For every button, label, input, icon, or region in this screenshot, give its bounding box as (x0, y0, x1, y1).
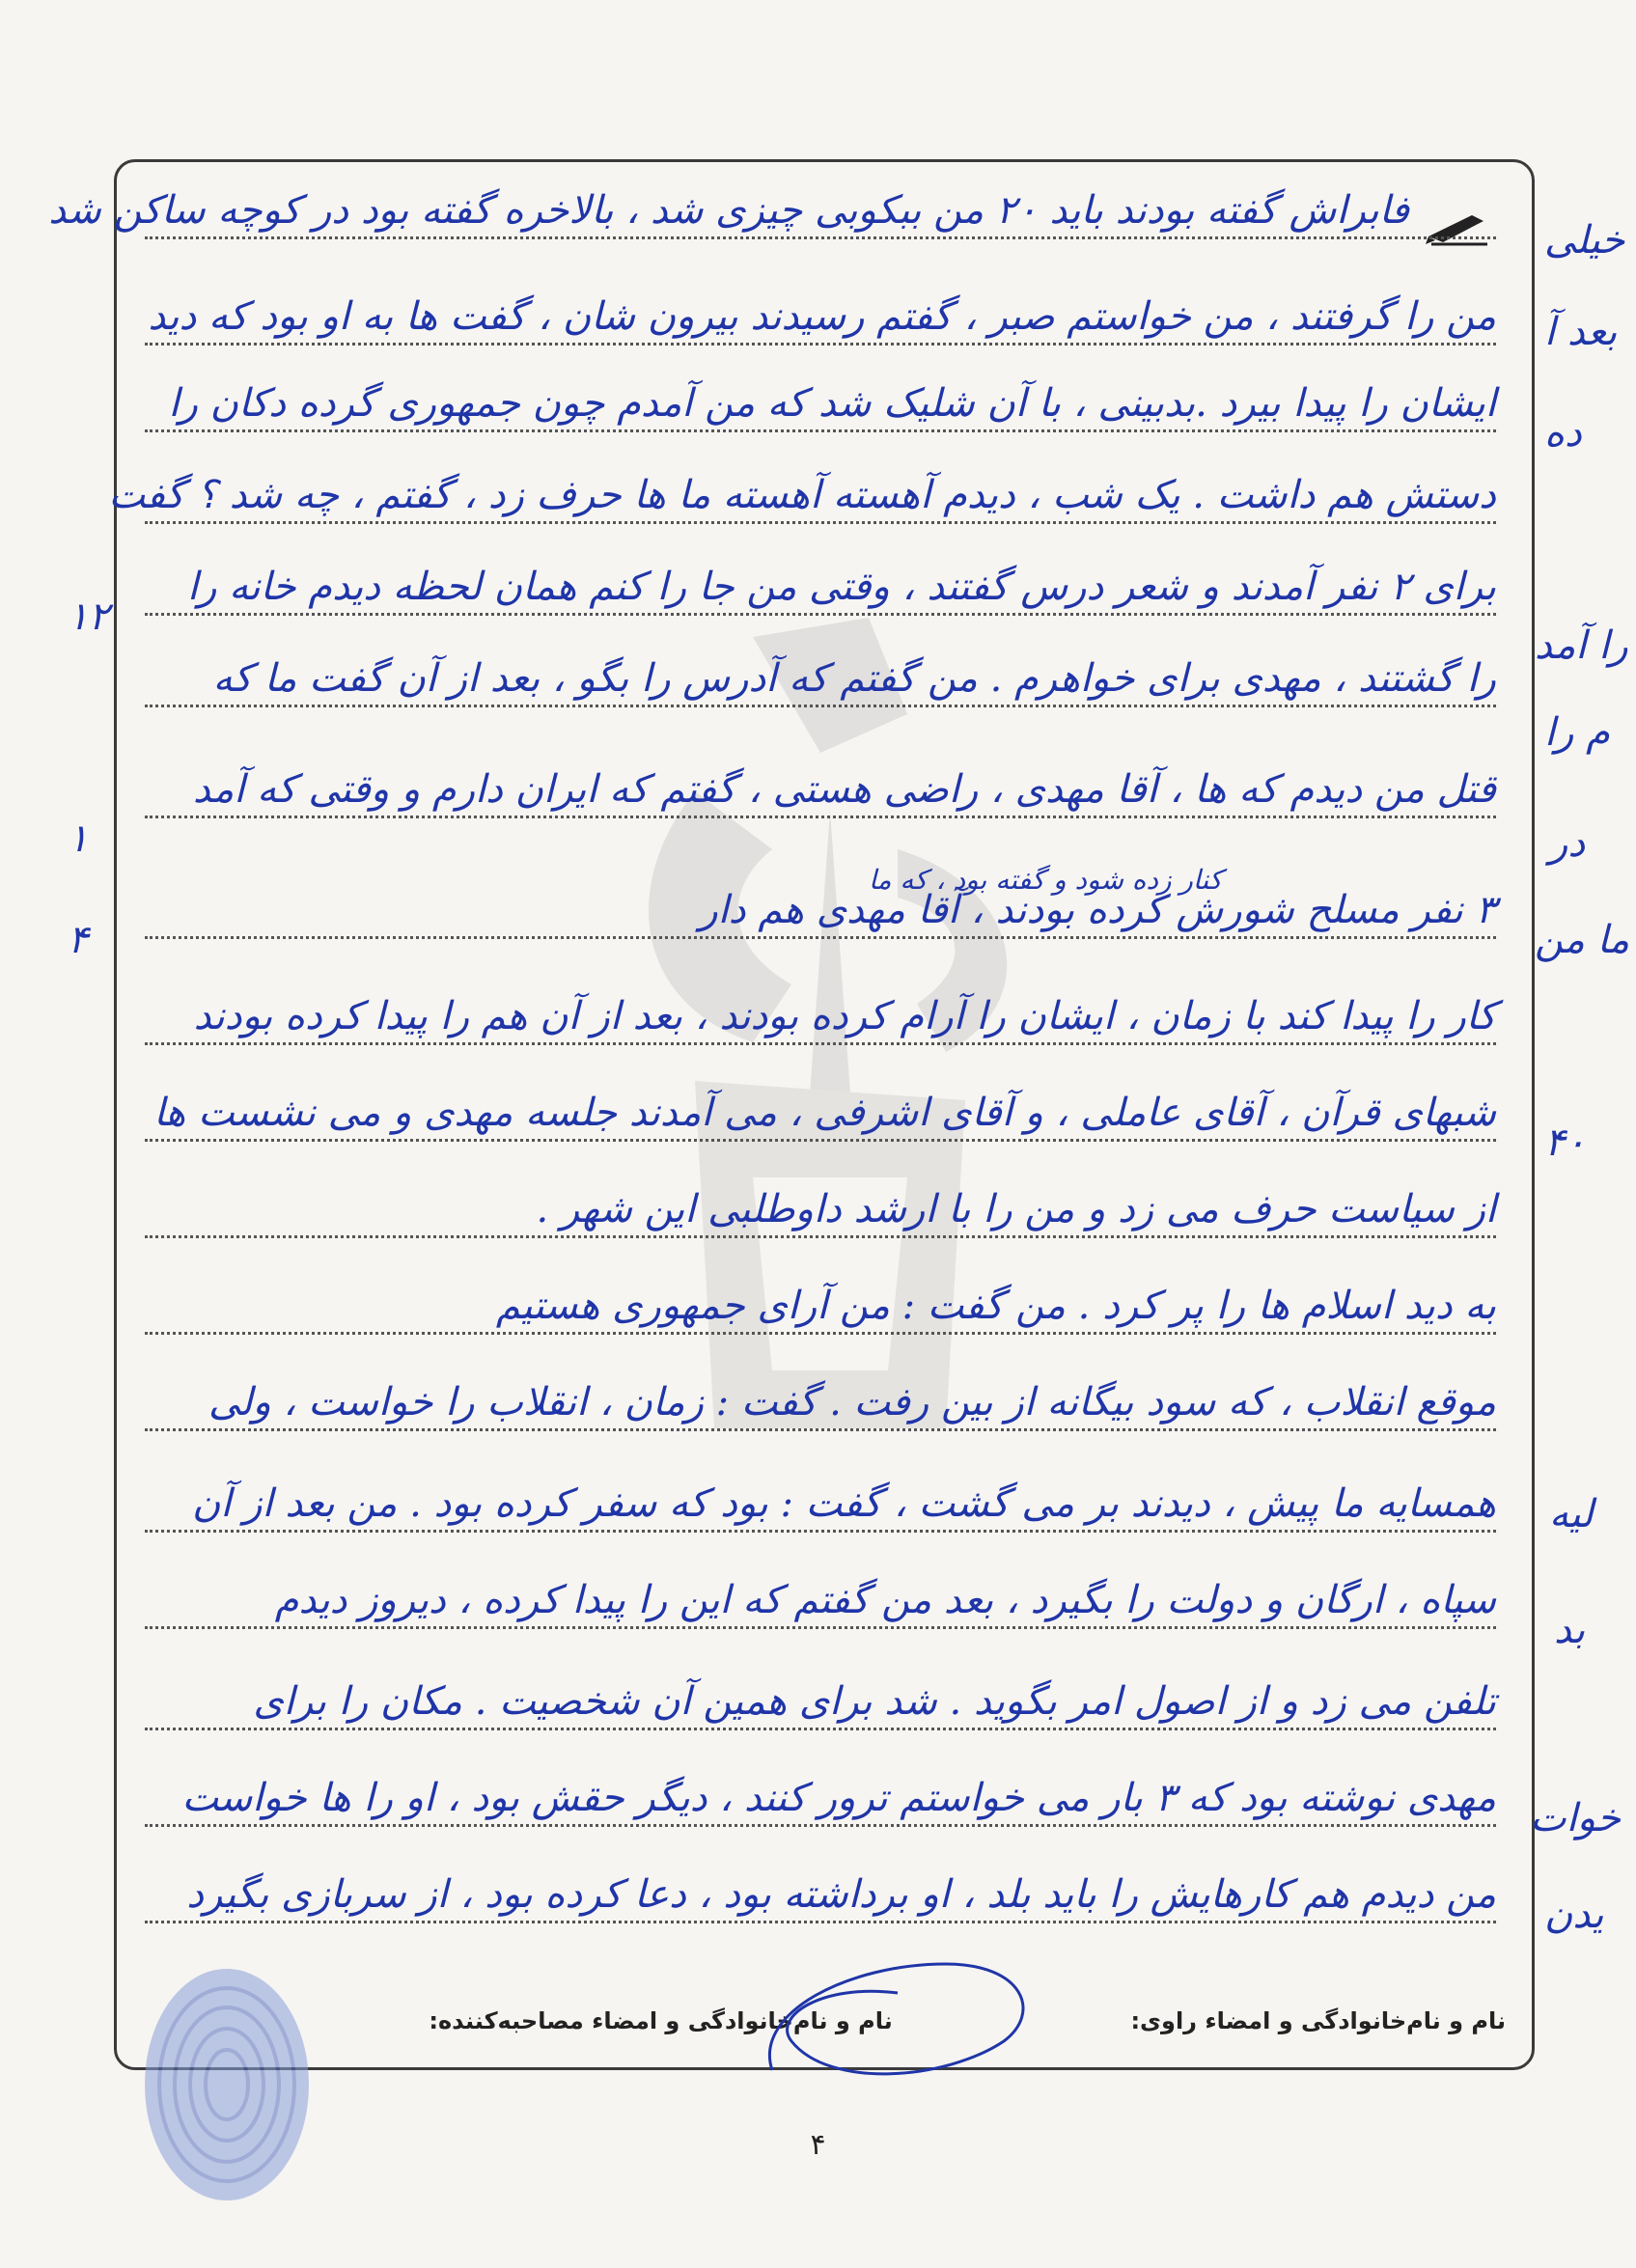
handwritten-line: فابراش گفته بودند باید ۲۰ من ببکوبی چیزی شد ، بالاخره گفته بود در کوچه ساکن شد (145, 183, 1496, 245)
handwritten-line: مهدی نوشته بود که ۳ بار می خواستم ترور کنند ، دیگر حقش بود ، او را ها خواست (145, 1771, 1496, 1833)
margin-note: بد (1554, 1608, 1586, 1652)
handwritten-line: از سیاست حرف می زد و من را با ارشد داوطلبی این شهر . (145, 1182, 1496, 1244)
margin-note: م را (1544, 710, 1610, 755)
handwritten-line: سپاه ، ارگان و دولت را بگیرد ، بعد من گفتم که این را پیدا کرده ، دیروز دیدم (145, 1573, 1496, 1635)
margin-note: لیه (1549, 1492, 1594, 1536)
handwritten-line: را گشتند ، مهدی برای خواهرم . من گفتم که آدرس را بگو ، بعد از آن گفت ما که (145, 651, 1496, 713)
handwritten-line: کار را پیدا کند با زمان ، ایشان را آرام کرده بودند ، بعد از آن هم را پیدا کرده بودند (145, 989, 1496, 1051)
margin-note: ده (1544, 411, 1582, 456)
handwritten-line: من دیدم هم کارهایش را باید بلد ، او برداشته بود ، دعا کرده بود ، از سربازی بگیرد (145, 1867, 1496, 1929)
handwritten-line: تلفن می زد و از اصول امر بگوید . شد برای همین آن شخصیت . مکان را برای (145, 1674, 1496, 1736)
interline-note: کنار زده شود و گفته بود ، که ما (869, 864, 1223, 896)
handwritten-line: دستش هم داشت . یک شب ، دیدم آهسته آهسته ما ها حرف زد ، گفتم ، چه شد ؟ گفت (145, 468, 1496, 530)
margin-note: بعد آ (1544, 310, 1618, 354)
margin-note: خیلی (1544, 218, 1625, 263)
handwritten-line: همسایه ما پیش ، دیدند بر می گشت ، گفت : بود که سفر کرده بود . من بعد از آن (145, 1477, 1496, 1538)
margin-note: ۱۲ (68, 595, 109, 639)
signature-stroke (734, 1925, 1052, 2118)
margin-note: ما من (1535, 918, 1630, 962)
page-number: ۴ (810, 2128, 826, 2162)
handwritten-line: برای ۲ نفر آمدند و شعر درس گفتند ، وقتی من جا را کنم همان لحظه دیدم خانه را (145, 560, 1496, 622)
margin-note: خوات (1530, 1796, 1622, 1840)
margin-note: ۱ (68, 816, 89, 861)
handwritten-line: موقع انقلاب ، که سود بیگانه از بین رفت . گفت : زمان ، انقلاب را خواست ، ولی (145, 1375, 1496, 1437)
handwritten-line: قتل من دیدم که ها ، آقا مهدی ، راضی هستی ، گفتم که ایران دارم و وقتی که آمد (145, 762, 1496, 824)
margin-note: ۴۰ (1544, 1120, 1586, 1165)
margin-note: در (1549, 821, 1586, 866)
margin-note: یدن (1544, 1893, 1604, 1937)
interviewer-signature-label: نام و نام‌خانوادگی و امضاء مصاحبه‌کننده: (429, 2007, 893, 2034)
handwritten-line: شبهای قرآن ، آقای عاملی ، و آقای اشرفی ، می آمدند جلسه مهدی و می نشست ها (145, 1086, 1496, 1148)
handwritten-line: من را گرفتند ، من خواستم صبر ، گفتم رسیدند بیرون شان ، گفت ها به او بود که دید (145, 290, 1496, 351)
margin-note: ۴ (68, 918, 89, 962)
fingerprint-stamp (135, 1959, 319, 2210)
handwritten-line: ۳ نفر مسلح شورش کرده بودند ، آقا مهدی هم دار (145, 883, 1496, 945)
handwritten-line: ایشان را پیدا بیرد .بدبینی ، با آن شلیک شد که من آمدم چون جمهوری گرده دکان را (145, 376, 1496, 438)
handwritten-line: به دید اسلام ها را پر کرد . من گفت : من آرای جمهوری هستیم (145, 1279, 1496, 1341)
margin-note: را آمد (1535, 623, 1628, 668)
narrator-signature-label: نام و نام‌خانوادگی و امضاء راوی: (1130, 2007, 1506, 2034)
